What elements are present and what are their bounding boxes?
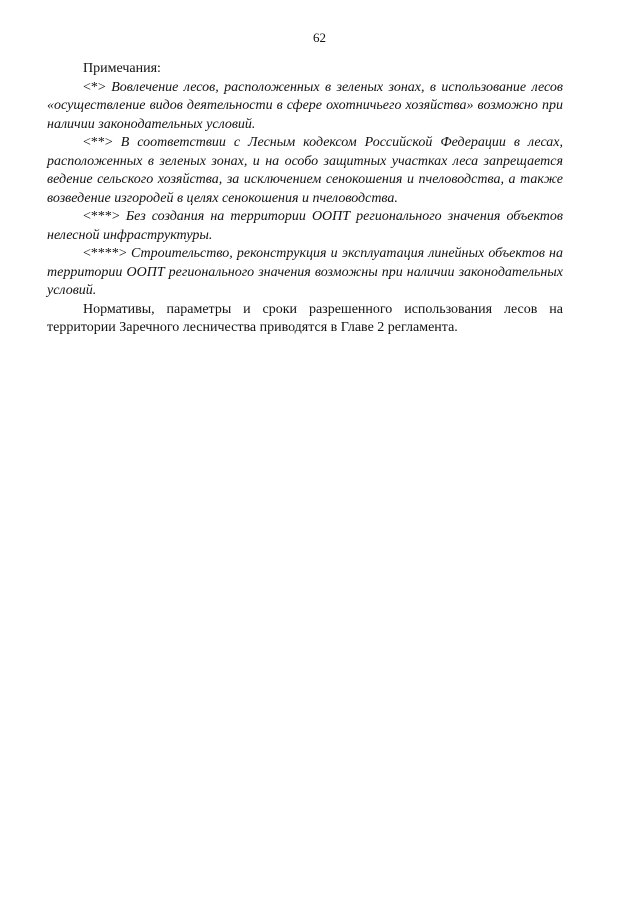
note-1-marker: <*> — [83, 79, 106, 95]
regulation-paragraph: Нормативы, параметры и сроки разрешенного использования лесов на территории Заречного лесничества приводятся в Главе 2 регламента. — [47, 301, 563, 335]
note-2-marker: <**> — [83, 135, 113, 150]
note-1-text: Вовлечение лесов, расположенных в зеленых зонах, в использование лесов «осуществление видов деятельности в сфере охотничьего хозяйства» возможно при наличии законодательных условий. — [47, 79, 563, 132]
note-2 — [47, 134, 563, 208]
note-2-text: В соответствии с Лесным кодексом Российской Федерации в лесах, расположенных в зеленых зонах, и на особо защитных участках леса запрещается ведение сельского хозяйства, за исключением сенокошения и пчеловодства, а также возведение изгородей в целях сенокошения и пчеловодства. — [47, 135, 564, 206]
note-3-text: Без создания на территории ООПТ регионального значения объектов нелесной инфраструктуры. — [47, 209, 563, 243]
note-3-marker: <***> — [83, 209, 120, 224]
page-content — [47, 60, 563, 338]
note-4-marker: <****> — [83, 246, 127, 261]
note-4-text: Строительство, реконструкция и эксплуатация линейных объектов на территории ООПТ регионального значения возможны при наличии законодательных условий. — [47, 246, 563, 298]
note-3 — [47, 208, 563, 245]
note-1 — [47, 79, 563, 135]
page-number: 62 — [313, 30, 326, 45]
notes-heading: Примечания: — [83, 61, 161, 76]
note-4 — [47, 245, 563, 301]
